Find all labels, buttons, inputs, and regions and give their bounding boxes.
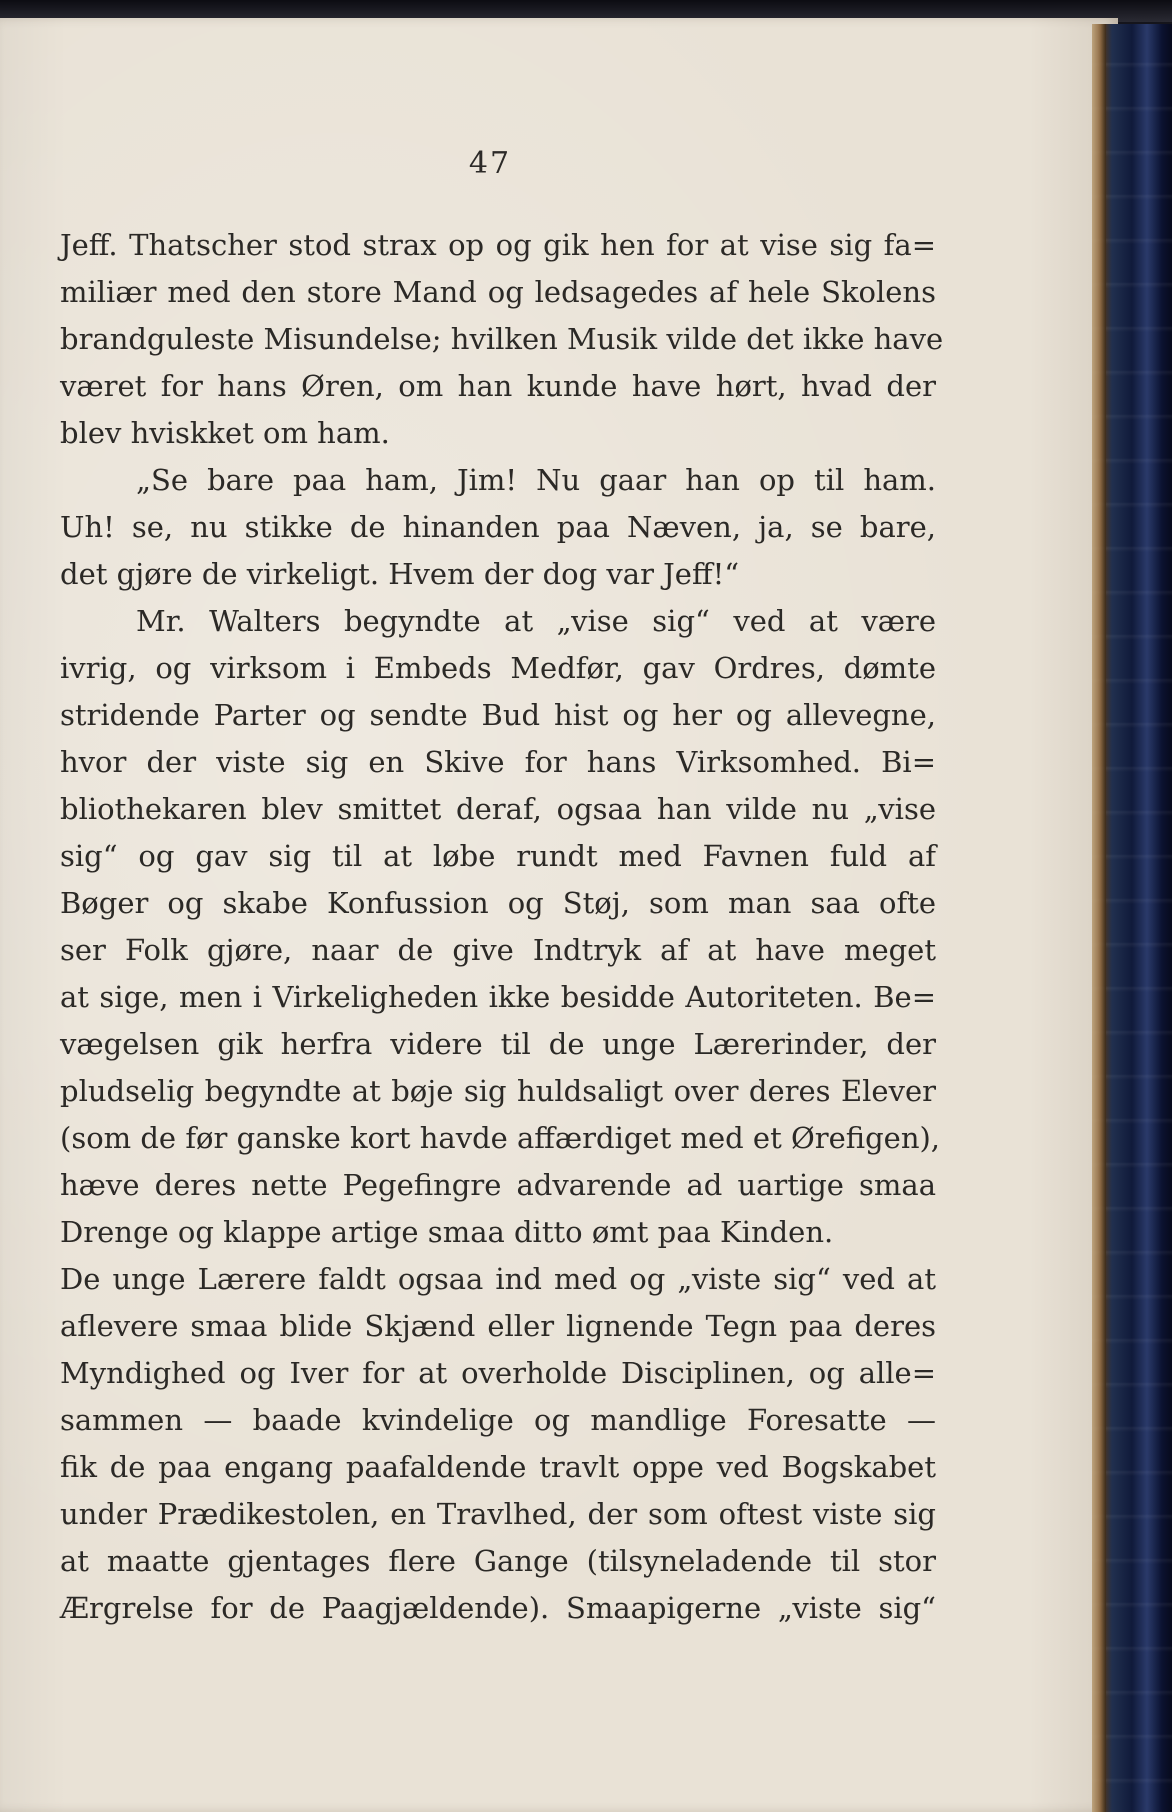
text-line: Jeff. Thatscher stod strax op og gik hen for at vise sig fa= xyxy=(60,228,936,262)
text-line: sig“ og gav sig til at løbe rundt med Favnen fuld af xyxy=(60,839,936,873)
text-line: ivrig, og virksom i Embeds Medfør, gav Ordres, dømte xyxy=(60,651,936,685)
text-line: Myndighed og Iver for at overholde Disciplinen, og alle= xyxy=(60,1356,936,1390)
text-line: bliothekaren blev smittet deraf, ogsaa han vilde nu „vise xyxy=(60,792,936,826)
text-line: miliær med den store Mand og ledsagedes af hele Skolens xyxy=(60,275,936,309)
text-line: stridende Parter og sendte Bud hist og her og allevegne, xyxy=(60,698,936,732)
text-line: De unge Lærere faldt ogsaa ind med og „viste sig“ ved at xyxy=(60,1262,936,1296)
text-line: Ærgrelse for de Paagjældende). Smaapigerne „viste sig“ xyxy=(60,1591,936,1625)
page-number: 47 xyxy=(468,146,512,181)
text-line: fik de paa engang paafaldende travlt oppe ved Bogskabet xyxy=(60,1450,936,1484)
text-line: det gjøre de virkeligt. Hvem der dog var Jeff!“ xyxy=(60,557,740,591)
text-line: brandguleste Misundelse; hvilken Musik vilde det ikke have xyxy=(60,322,944,356)
page-edge-shadow xyxy=(1092,24,1106,1812)
text-line: under Prædikestolen, en Travlhed, der som oftest viste sig xyxy=(60,1497,936,1531)
text-line: hvor der viste sig en Skive for hans Virksomhed. Bi= xyxy=(60,745,936,779)
text-line: aflevere smaa blide Skjænd eller lignende Tegn paa deres xyxy=(60,1309,936,1343)
text-line: ser Folk gjøre, naar de give Indtryk af at have meget xyxy=(60,933,936,967)
text-line: Drenge og klappe artige smaa ditto ømt paa Kinden. xyxy=(60,1215,834,1249)
text-line: hæve deres nette Pegefingre advarende ad uartige smaa xyxy=(60,1168,936,1202)
book-page xyxy=(0,18,1118,1812)
text-line: pludselig begyndte at bøje sig huldsaligt over deres Elever xyxy=(60,1074,936,1108)
page-body-text xyxy=(60,222,944,1632)
text-line: Bøger og skabe Konfussion og Støj, som man saa ofte xyxy=(60,886,936,920)
text-line: at maatte gjentages flere Gange (tilsyneladende til stor xyxy=(60,1544,936,1578)
text-line: Uh! se, nu stikke de hinanden paa Næven, ja, se bare, xyxy=(60,510,936,544)
text-line: vægelsen gik herfra videre til de unge Lærerinder, der xyxy=(60,1027,936,1061)
text-line: Mr. Walters begyndte at „vise sig“ ved at være xyxy=(136,604,936,638)
text-line: at sige, men i Virkeligheden ikke besidde Autoriteten. Be= xyxy=(60,980,936,1014)
text-line: været for hans Øren, om han kunde have hørt, hvad der xyxy=(60,369,936,403)
text-line: blev hviskket om ham. xyxy=(60,416,390,450)
text-line: sammen — baade kvindelige og mandlige Foresatte — xyxy=(60,1403,936,1437)
text-line: (som de før ganske kort havde affærdiget med et Ørefigen), xyxy=(60,1121,941,1155)
text-line: „Se bare paa ham, Jim! Nu gaar han op til ham. xyxy=(136,463,936,497)
